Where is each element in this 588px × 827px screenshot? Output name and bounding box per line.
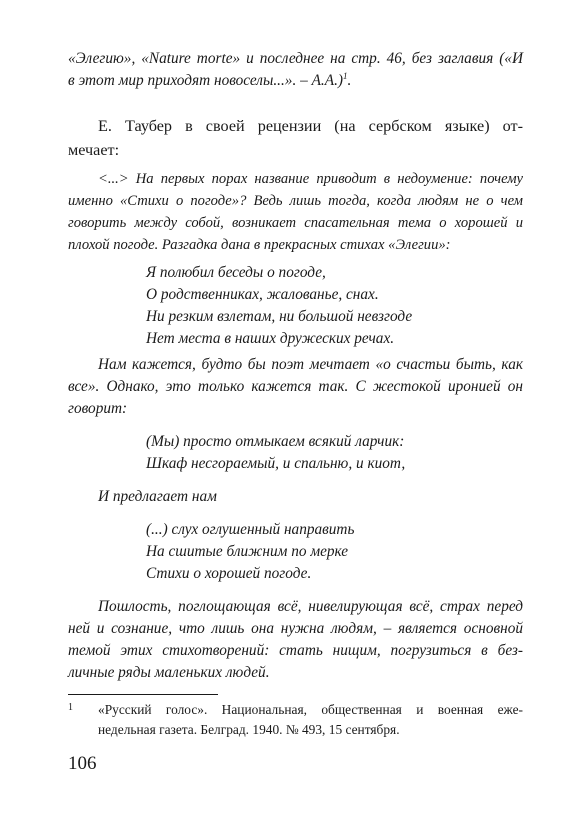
text-line: личные ряды маленьких людей.	[68, 664, 270, 681]
text-line	[68, 70, 523, 92]
quote-paragraph-4	[68, 596, 523, 684]
poem-line: (Мы) просто отмыкаем всякий ларчик:	[146, 433, 405, 450]
text-line: говорит:	[68, 400, 128, 417]
text-fragment: в этот мир приходят новоселы...». – А.А.)	[68, 72, 343, 89]
quote-paragraph-1	[68, 168, 523, 256]
poem-stanza-1	[146, 262, 412, 350]
text-line: <...> На первых порах название приводит в недоумение: почему	[98, 171, 523, 187]
footnote-body	[68, 700, 523, 740]
text-line: Е. Таубер в своей рецензии (на сербском языке) от-	[98, 117, 523, 135]
poem-stanza-2	[146, 431, 405, 475]
text-fragment: .	[347, 72, 352, 89]
poem-line: На сшитые ближним по мерке	[146, 543, 349, 560]
paragraph-continuation	[68, 48, 523, 92]
text-line: темой этих стихотворений: стать нищим, погрузиться в без-	[68, 642, 523, 659]
footnote-line: недельная газета. Белград. 1940. № 493, 15 сентября.	[98, 722, 400, 737]
poem-line: Я полюбил беседы о погоде,	[146, 264, 326, 281]
poem-line: О родственниках, жалованье, снах.	[146, 286, 379, 303]
text-line: именно «Стихи о погоде»? Ведь лишь тогда, когда людям не о чем	[68, 193, 523, 209]
poem-line: Ни резким взлетам, ни большой невзгоде	[146, 308, 413, 325]
footnote-reference: 1	[343, 70, 348, 81]
poem-stanza-3	[146, 519, 354, 585]
page-number: 106	[68, 753, 97, 774]
paragraph-tauber	[68, 114, 523, 162]
poem-line: Стихи о хорошей погоде.	[146, 565, 312, 582]
quote-paragraph-3	[68, 486, 523, 508]
text-line: все». Однако, это только кажется так. С жестокой иронией он	[68, 378, 523, 395]
quote-paragraph-2	[68, 354, 523, 420]
poem-line: (...) слух оглушенный направить	[146, 521, 355, 538]
poem-line: Нет места в наших дружеских речах.	[146, 330, 395, 347]
text-line: Нам кажется, будто бы поэт мечтает «о счастьи быть, как	[98, 356, 523, 373]
text-line: Пошлость, поглощающая всё, нивелирующая всё, страх перед	[98, 598, 523, 615]
footnote-divider	[68, 694, 218, 695]
footnote-marker: 1	[68, 702, 73, 713]
text-line: И предлагает нам	[98, 488, 217, 505]
footnote-line: «Русский голос». Национальная, общественная и военная еже-	[98, 702, 523, 717]
text-line: ней и сознание, что лишь она нужна людям, – является основной	[68, 620, 523, 637]
text-line: мечает:	[68, 141, 120, 159]
text-line: плохой погоде. Разгадка дана в прекрасных стихах «Элегии»:	[68, 237, 451, 253]
text-line: «Элегию», «Nature morte» и последнее на стр. 46, без заглавия («И	[68, 50, 523, 67]
footnote	[68, 700, 523, 740]
text-line: говорить между собой, возникает спасательная тема о хорошей и	[68, 215, 523, 231]
poem-line: Шкаф несгораемый, и спальню, и киот,	[146, 455, 406, 472]
